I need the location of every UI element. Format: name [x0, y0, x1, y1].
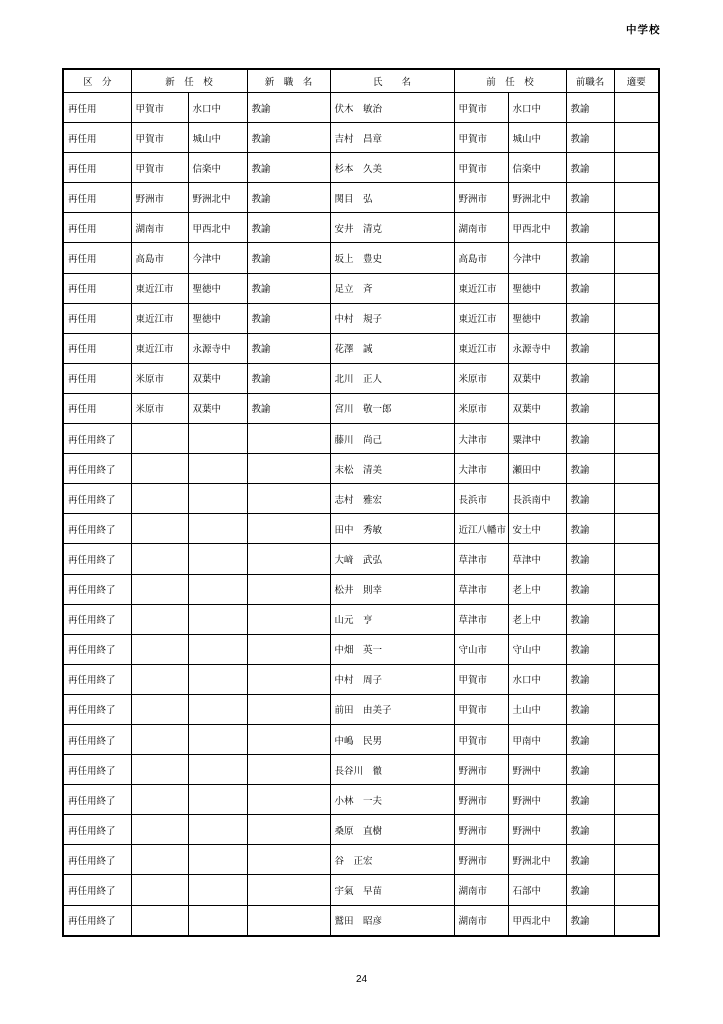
table-row [63, 724, 659, 754]
table-row [63, 514, 659, 544]
cell-name: 中畑 英一 [330, 634, 454, 664]
cell-prev-title: 教諭 [566, 484, 614, 514]
cell-note [614, 544, 659, 574]
cell-name: 大﨑 武弘 [330, 544, 454, 574]
cell-new-school [188, 454, 247, 484]
cell-new-city: 甲賀市 [131, 153, 188, 183]
cell-new-title [247, 664, 330, 694]
col-header-kubun: 区 分 [63, 69, 131, 93]
table-container [62, 68, 658, 937]
cell-kubun: 再任用終了 [63, 724, 131, 754]
cell-new-school [188, 484, 247, 514]
cell-prev-city: 東近江市 [454, 333, 508, 363]
cell-prev-school: 甲南中 [508, 724, 566, 754]
cell-kubun: 再任用終了 [63, 815, 131, 845]
cell-prev-school: 甲西北中 [508, 213, 566, 243]
cell-note [614, 93, 659, 123]
cell-prev-title: 教諭 [566, 574, 614, 604]
cell-new-title: 教諭 [247, 243, 330, 273]
table-row [63, 604, 659, 634]
cell-new-city: 東近江市 [131, 303, 188, 333]
cell-new-city [131, 845, 188, 875]
cell-note [614, 484, 659, 514]
cell-new-school [188, 574, 247, 604]
cell-prev-school: 老上中 [508, 604, 566, 634]
col-header-prev-school: 前 任 校 [454, 69, 566, 93]
cell-prev-school: 水口中 [508, 93, 566, 123]
cell-new-title [247, 845, 330, 875]
cell-new-school: 信楽中 [188, 153, 247, 183]
table-row [63, 153, 659, 183]
cell-note [614, 724, 659, 754]
cell-note [614, 243, 659, 273]
cell-name: 中村 周子 [330, 664, 454, 694]
cell-name: 安井 清克 [330, 213, 454, 243]
cell-name: 山元 亨 [330, 604, 454, 634]
cell-prev-title: 教諭 [566, 785, 614, 815]
cell-prev-title: 教諭 [566, 273, 614, 303]
cell-new-school [188, 604, 247, 634]
header-row [63, 69, 659, 93]
cell-prev-city: 甲賀市 [454, 694, 508, 724]
cell-prev-city: 甲賀市 [454, 664, 508, 694]
cell-name: 鷲田 昭彦 [330, 905, 454, 936]
cell-note [614, 875, 659, 905]
cell-prev-title: 教諭 [566, 664, 614, 694]
cell-new-school: 水口中 [188, 93, 247, 123]
table-row [63, 694, 659, 724]
cell-new-school [188, 785, 247, 815]
cell-note [614, 273, 659, 303]
cell-name: 伏木 敏治 [330, 93, 454, 123]
cell-prev-city: 甲賀市 [454, 93, 508, 123]
cell-prev-title: 教諭 [566, 454, 614, 484]
cell-prev-city: 長浜市 [454, 484, 508, 514]
table-row [63, 484, 659, 514]
cell-kubun: 再任用 [63, 243, 131, 273]
cell-kubun: 再任用終了 [63, 694, 131, 724]
cell-prev-school: 草津中 [508, 544, 566, 574]
cell-name: 小林 一夫 [330, 785, 454, 815]
table-row [63, 634, 659, 664]
cell-kubun: 再任用終了 [63, 574, 131, 604]
cell-prev-city: 甲賀市 [454, 724, 508, 754]
cell-kubun: 再任用 [63, 93, 131, 123]
cell-new-city [131, 604, 188, 634]
cell-kubun: 再任用終了 [63, 604, 131, 634]
cell-note [614, 785, 659, 815]
cell-note [614, 183, 659, 213]
cell-prev-school: 水口中 [508, 664, 566, 694]
cell-new-city [131, 694, 188, 724]
cell-new-title [247, 785, 330, 815]
cell-kubun: 再任用終了 [63, 544, 131, 574]
cell-new-city [131, 544, 188, 574]
cell-new-city [131, 905, 188, 936]
table-row [63, 273, 659, 303]
cell-kubun: 再任用 [63, 363, 131, 393]
cell-name: 宇氣 早苗 [330, 875, 454, 905]
cell-new-school [188, 724, 247, 754]
cell-name: 松井 則幸 [330, 574, 454, 604]
cell-name: 志村 雅宏 [330, 484, 454, 514]
cell-new-city [131, 815, 188, 845]
page-number: 24 [355, 974, 368, 985]
table-row [63, 815, 659, 845]
cell-new-city [131, 785, 188, 815]
cell-prev-title: 教諭 [566, 424, 614, 454]
cell-name: 藤川 尚己 [330, 424, 454, 454]
cell-new-city: 米原市 [131, 393, 188, 423]
cell-prev-school: 石部中 [508, 875, 566, 905]
cell-prev-school: 土山中 [508, 694, 566, 724]
cell-kubun: 再任用終了 [63, 905, 131, 936]
cell-prev-title: 教諭 [566, 333, 614, 363]
table-row [63, 785, 659, 815]
table-row [63, 424, 659, 454]
cell-prev-title: 教諭 [566, 123, 614, 153]
cell-note [614, 363, 659, 393]
cell-kubun: 再任用終了 [63, 454, 131, 484]
col-header-note: 適要 [614, 69, 659, 93]
col-header-prev-title: 前職名 [566, 69, 614, 93]
cell-prev-city: 草津市 [454, 604, 508, 634]
cell-kubun: 再任用 [63, 153, 131, 183]
cell-prev-school: 野洲北中 [508, 183, 566, 213]
table-row [63, 875, 659, 905]
cell-prev-school: 野洲中 [508, 785, 566, 815]
cell-prev-title: 教諭 [566, 604, 614, 634]
cell-kubun: 再任用終了 [63, 785, 131, 815]
cell-prev-city: 米原市 [454, 393, 508, 423]
cell-prev-city: 野洲市 [454, 815, 508, 845]
cell-new-title [247, 454, 330, 484]
cell-prev-title: 教諭 [566, 694, 614, 724]
cell-prev-city: 草津市 [454, 574, 508, 604]
table-row [63, 755, 659, 785]
cell-new-title [247, 604, 330, 634]
cell-new-school: 双葉中 [188, 393, 247, 423]
cell-name: 宮川 敬一郎 [330, 393, 454, 423]
cell-new-city [131, 484, 188, 514]
cell-kubun: 再任用 [63, 183, 131, 213]
cell-prev-school: 甲西北中 [508, 905, 566, 936]
cell-name: 坂上 豊史 [330, 243, 454, 273]
cell-kubun: 再任用終了 [63, 755, 131, 785]
cell-prev-school: 信楽中 [508, 153, 566, 183]
cell-prev-school: 双葉中 [508, 393, 566, 423]
cell-prev-city: 湖南市 [454, 875, 508, 905]
table-row [63, 544, 659, 574]
cell-kubun: 再任用終了 [63, 634, 131, 664]
cell-new-school [188, 694, 247, 724]
cell-new-title [247, 514, 330, 544]
cell-prev-city: 東近江市 [454, 303, 508, 333]
cell-new-city: 東近江市 [131, 273, 188, 303]
cell-new-title: 教諭 [247, 153, 330, 183]
cell-note [614, 123, 659, 153]
cell-new-title [247, 424, 330, 454]
cell-kubun: 再任用 [63, 213, 131, 243]
personnel-table [62, 68, 660, 937]
table-body [63, 93, 659, 936]
cell-new-city [131, 724, 188, 754]
table-row [63, 303, 659, 333]
cell-prev-school: 瀬田中 [508, 454, 566, 484]
cell-prev-city: 草津市 [454, 544, 508, 574]
cell-note [614, 604, 659, 634]
cell-kubun: 再任用 [63, 273, 131, 303]
cell-new-title [247, 815, 330, 845]
cell-new-school: 永源寺中 [188, 333, 247, 363]
table-row [63, 574, 659, 604]
cell-prev-title: 教諭 [566, 93, 614, 123]
cell-new-city: 野洲市 [131, 183, 188, 213]
cell-prev-school: 城山中 [508, 123, 566, 153]
cell-new-title: 教諭 [247, 123, 330, 153]
cell-note [614, 574, 659, 604]
cell-kubun: 再任用 [63, 393, 131, 423]
cell-new-school: 聖徳中 [188, 273, 247, 303]
cell-new-title [247, 634, 330, 664]
cell-new-school [188, 845, 247, 875]
cell-kubun: 再任用終了 [63, 845, 131, 875]
section-label: 中学校 [626, 24, 661, 36]
cell-new-school [188, 424, 247, 454]
cell-new-city [131, 664, 188, 694]
col-header-name: 氏 名 [330, 69, 454, 93]
cell-name: 桑原 直樹 [330, 815, 454, 845]
cell-note [614, 303, 659, 333]
cell-new-city [131, 424, 188, 454]
cell-prev-title: 教諭 [566, 183, 614, 213]
cell-new-title: 教諭 [247, 183, 330, 213]
table-row [63, 845, 659, 875]
cell-prev-title: 教諭 [566, 905, 614, 936]
cell-new-city [131, 574, 188, 604]
cell-name: 北川 正人 [330, 363, 454, 393]
cell-prev-school: 聖徳中 [508, 273, 566, 303]
cell-new-title [247, 875, 330, 905]
cell-note [614, 694, 659, 724]
cell-prev-city: 湖南市 [454, 905, 508, 936]
cell-prev-city: 大津市 [454, 454, 508, 484]
cell-new-city [131, 454, 188, 484]
cell-new-city: 湖南市 [131, 213, 188, 243]
cell-prev-city: 甲賀市 [454, 123, 508, 153]
cell-new-school: 今津中 [188, 243, 247, 273]
cell-new-city: 高島市 [131, 243, 188, 273]
cell-new-school: 野洲北中 [188, 183, 247, 213]
cell-new-title: 教諭 [247, 333, 330, 363]
table-row [63, 664, 659, 694]
cell-note [614, 664, 659, 694]
cell-new-city [131, 875, 188, 905]
table-row [63, 363, 659, 393]
cell-new-city: 甲賀市 [131, 123, 188, 153]
cell-new-school [188, 905, 247, 936]
table-row [63, 123, 659, 153]
cell-prev-city: 野洲市 [454, 785, 508, 815]
cell-prev-city: 野洲市 [454, 845, 508, 875]
cell-prev-city: 野洲市 [454, 755, 508, 785]
cell-prev-title: 教諭 [566, 755, 614, 785]
cell-name: 谷 正宏 [330, 845, 454, 875]
cell-new-school [188, 875, 247, 905]
cell-new-title [247, 724, 330, 754]
cell-name: 長谷川 徹 [330, 755, 454, 785]
cell-new-school [188, 664, 247, 694]
cell-note [614, 845, 659, 875]
cell-new-title [247, 544, 330, 574]
cell-note [614, 815, 659, 845]
cell-prev-city: 米原市 [454, 363, 508, 393]
cell-prev-title: 教諭 [566, 845, 614, 875]
cell-note [614, 755, 659, 785]
cell-new-title [247, 484, 330, 514]
cell-prev-school: 野洲中 [508, 815, 566, 845]
table-row [63, 93, 659, 123]
cell-prev-title: 教諭 [566, 815, 614, 845]
cell-kubun: 再任用終了 [63, 424, 131, 454]
cell-new-city [131, 634, 188, 664]
cell-prev-city: 東近江市 [454, 273, 508, 303]
cell-name: 花澤 誠 [330, 333, 454, 363]
cell-new-title [247, 905, 330, 936]
cell-name: 吉村 昌章 [330, 123, 454, 153]
cell-prev-school: 安土中 [508, 514, 566, 544]
table-row [63, 183, 659, 213]
cell-prev-school: 老上中 [508, 574, 566, 604]
cell-new-city [131, 514, 188, 544]
cell-prev-city: 近江八幡市 [454, 514, 508, 544]
cell-kubun: 再任用 [63, 123, 131, 153]
cell-new-city: 甲賀市 [131, 93, 188, 123]
cell-prev-city: 野洲市 [454, 183, 508, 213]
cell-new-school: 双葉中 [188, 363, 247, 393]
cell-name: 杉本 久美 [330, 153, 454, 183]
table-row [63, 905, 659, 936]
cell-prev-title: 教諭 [566, 514, 614, 544]
cell-prev-school: 粟津中 [508, 424, 566, 454]
cell-kubun: 再任用 [63, 303, 131, 333]
cell-prev-title: 教諭 [566, 303, 614, 333]
cell-new-school: 城山中 [188, 123, 247, 153]
cell-prev-title: 教諭 [566, 393, 614, 423]
table-row [63, 333, 659, 363]
cell-prev-school: 野洲中 [508, 755, 566, 785]
cell-prev-school: 双葉中 [508, 363, 566, 393]
cell-new-title: 教諭 [247, 303, 330, 333]
cell-note [614, 634, 659, 664]
cell-kubun: 再任用終了 [63, 664, 131, 694]
cell-prev-title: 教諭 [566, 213, 614, 243]
cell-new-school: 聖徳中 [188, 303, 247, 333]
cell-new-school [188, 755, 247, 785]
table-row [63, 243, 659, 273]
cell-new-title: 教諭 [247, 213, 330, 243]
cell-name: 中嶋 民男 [330, 724, 454, 754]
cell-new-city: 東近江市 [131, 333, 188, 363]
cell-prev-title: 教諭 [566, 875, 614, 905]
cell-new-title: 教諭 [247, 363, 330, 393]
cell-name: 前田 由美子 [330, 694, 454, 724]
cell-prev-city: 守山市 [454, 634, 508, 664]
cell-new-city [131, 755, 188, 785]
cell-new-school [188, 815, 247, 845]
table-row [63, 393, 659, 423]
cell-note [614, 153, 659, 183]
table-row [63, 454, 659, 484]
cell-prev-title: 教諭 [566, 544, 614, 574]
cell-name: 末松 清美 [330, 454, 454, 484]
cell-note [614, 514, 659, 544]
cell-new-title [247, 755, 330, 785]
cell-prev-school: 聖徳中 [508, 303, 566, 333]
cell-name: 足立 斉 [330, 273, 454, 303]
cell-new-school [188, 544, 247, 574]
cell-prev-city: 甲賀市 [454, 153, 508, 183]
col-header-new-title: 新 職 名 [247, 69, 330, 93]
cell-new-school: 甲西北中 [188, 213, 247, 243]
cell-prev-city: 大津市 [454, 424, 508, 454]
table-row [63, 213, 659, 243]
cell-note [614, 424, 659, 454]
cell-new-title: 教諭 [247, 273, 330, 303]
cell-prev-school: 野洲北中 [508, 845, 566, 875]
cell-kubun: 再任用終了 [63, 514, 131, 544]
cell-kubun: 再任用終了 [63, 875, 131, 905]
cell-prev-title: 教諭 [566, 724, 614, 754]
cell-prev-school: 守山中 [508, 634, 566, 664]
cell-new-title [247, 574, 330, 604]
cell-kubun: 再任用終了 [63, 484, 131, 514]
cell-prev-city: 高島市 [454, 243, 508, 273]
cell-new-city: 米原市 [131, 363, 188, 393]
col-header-new-school: 新 任 校 [131, 69, 247, 93]
cell-prev-city: 湖南市 [454, 213, 508, 243]
cell-prev-title: 教諭 [566, 363, 614, 393]
cell-new-school [188, 514, 247, 544]
cell-prev-title: 教諭 [566, 153, 614, 183]
cell-prev-school: 永源寺中 [508, 333, 566, 363]
cell-new-title [247, 694, 330, 724]
cell-new-title: 教諭 [247, 93, 330, 123]
cell-note [614, 333, 659, 363]
cell-name: 中村 規子 [330, 303, 454, 333]
cell-new-title: 教諭 [247, 393, 330, 423]
cell-prev-school: 今津中 [508, 243, 566, 273]
cell-note [614, 393, 659, 423]
cell-prev-title: 教諭 [566, 634, 614, 664]
cell-prev-title: 教諭 [566, 243, 614, 273]
cell-note [614, 454, 659, 484]
cell-note [614, 213, 659, 243]
cell-name: 田中 秀敏 [330, 514, 454, 544]
cell-note [614, 905, 659, 936]
cell-kubun: 再任用 [63, 333, 131, 363]
cell-prev-school: 長浜南中 [508, 484, 566, 514]
cell-name: 関目 弘 [330, 183, 454, 213]
cell-new-school [188, 634, 247, 664]
